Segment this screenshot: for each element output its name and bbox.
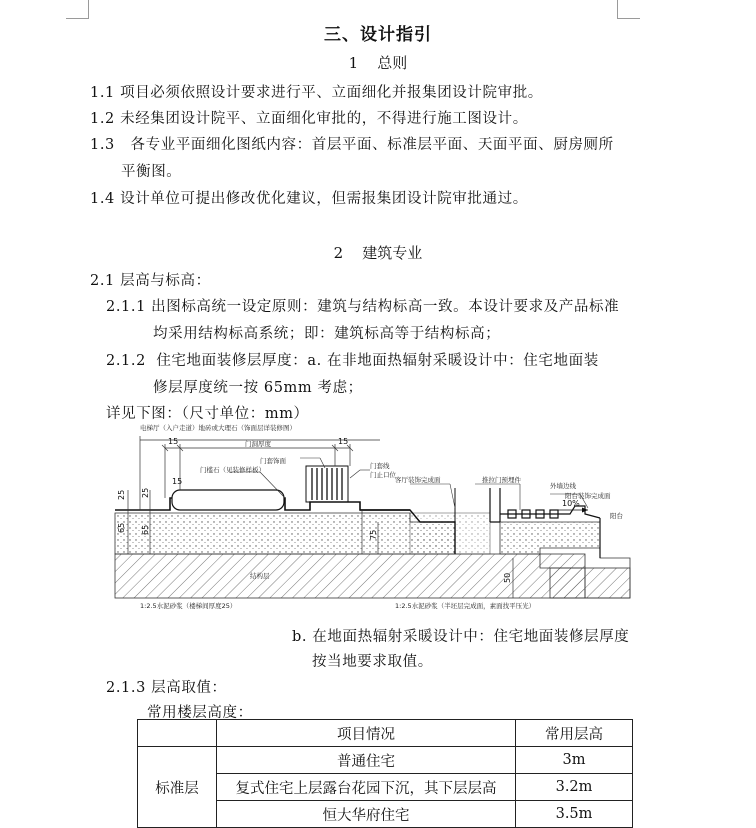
item-text: 出图标高统一设定原则：建筑与结构标高一致。本设计要求及产品标准 (151, 299, 620, 315)
dim-label: 25 (141, 487, 150, 498)
mortar-layer-right (500, 522, 600, 554)
label-slide-rail: 推拉门预埋件 (482, 476, 521, 484)
label-balcony-floor: 阳台装饰完成面 (565, 492, 611, 500)
label-threshold: 门槛石（见装修样板） (200, 466, 265, 474)
table-header-cell: 常用层高 (516, 720, 633, 747)
item-1-3-continued: 平衡图。 (121, 164, 182, 180)
threshold-stone (172, 490, 284, 510)
item-text: 项目必须依照设计要求进行平、立面细化并报集团设计院审批。 (120, 85, 543, 101)
table-group-cell: 标准层 (138, 747, 217, 828)
item-number: 2.1.2 (106, 353, 146, 369)
item-text: 住宅地面装修层厚度：a. 在非地面热辐射采暖设计中：住宅地面装 (156, 353, 599, 369)
item-number: 1.2 (90, 111, 115, 127)
label-mortar-right: 1:2.5水泥砂浆（半坯层完成面，素面找平压光） (395, 602, 536, 610)
dim-label: 25 (117, 489, 126, 500)
item-2-1 (90, 269, 211, 290)
label-structure: 结构层 (250, 572, 270, 580)
item-2-1-2-continued: 修层厚度统一按 65mm 考虑； (153, 380, 363, 396)
item-text: 未经集团设计院平、立面细化审批的，不得进行施工图设计。 (120, 111, 528, 127)
label-door-line: 门套线 (370, 462, 390, 470)
item-number: 2.1.1 (106, 299, 146, 315)
label-living-floor: 客厅装饰完成面 (395, 476, 441, 484)
section-heading-1 (0, 52, 756, 73)
see-below-note: 详见下图：（尺寸单位：mm） (106, 406, 309, 422)
common-heights-label: 常用楼层高度： (147, 705, 253, 721)
item-1-4 (90, 187, 528, 208)
floor-height-table (137, 719, 633, 828)
item-b-text: b. 在地面热辐射采暖设计中：住宅地面装修层厚度 (292, 629, 630, 645)
table-row (138, 747, 633, 774)
dim-label: 50 (503, 572, 512, 583)
balcony-slab (550, 568, 630, 598)
item-number: 1.1 (90, 85, 115, 101)
table-header-cell (138, 720, 217, 747)
item-text: 设计单位可提出修改优化建议，但需报集团设计院审批通过。 (120, 191, 528, 207)
dim-label: 15 (168, 437, 179, 446)
label-exterior-wall: 外墙边线 (550, 482, 576, 490)
item-b-continued: 按当地要求取值。 (312, 654, 433, 670)
label-balcony: 阳台 (610, 512, 623, 520)
item-number: 1.4 (90, 191, 115, 207)
table-cell: 3.5m (516, 801, 633, 828)
label-slope: 10% (562, 499, 580, 508)
item-2-1-1 (106, 295, 619, 316)
table-cell: 复式住宅上层露台花园下沉，其下层层高 (217, 774, 516, 801)
section-title: 总则 (377, 54, 408, 72)
table-cell: 普通住宅 (217, 747, 516, 774)
floor-section-drawing (110, 418, 640, 618)
item-1-2 (90, 107, 528, 128)
item-1-1 (90, 81, 543, 102)
dim-label: 65 (141, 524, 150, 535)
table-cell: 恒大华府住宅 (217, 801, 516, 828)
item-number: 1.3 (90, 137, 115, 153)
item-number: 2.1.3 (106, 680, 146, 696)
table-header-row (138, 720, 633, 747)
section-number: 1 (348, 54, 359, 72)
section-title: 建筑专业 (362, 244, 423, 262)
item-text: 各专业平面细化图纸内容：首层平面、标准层平面、天面平面、厨房厕所 (130, 137, 614, 153)
margin-corner-mark (617, 0, 640, 19)
table-header-cell: 项目情况 (217, 720, 516, 747)
item-2-1-1-continued: 均采用结构标高系统；即：建筑标高等于结构标高； (153, 326, 501, 342)
item-1-3 (90, 133, 614, 154)
item-text: 层高取值： (151, 680, 227, 696)
label-door-cover: 门套饰面 (260, 457, 286, 465)
label-door-stop: 门止口位 (370, 471, 396, 479)
item-2-1-2 (106, 349, 599, 370)
table-cell: 3m (516, 747, 633, 774)
page-title: 三、设计指引 (324, 25, 432, 45)
mortar-layer-left (115, 513, 455, 554)
item-text: 层高与标高： (120, 273, 211, 289)
section-heading-2 (0, 242, 756, 263)
margin-corner-mark (66, 0, 89, 19)
item-2-1-3 (106, 676, 227, 697)
label-mortar-left: 1:2.5水泥砂浆（楼梯间厚度25） (140, 602, 237, 610)
dim-label: 65 (117, 522, 126, 533)
dim-label: 15 (338, 437, 349, 446)
table-cell: 3.2m (516, 774, 633, 801)
item-number: 2.1 (90, 273, 115, 289)
dim-label: 75 (369, 529, 378, 540)
label-top-left: 电梯厅（入户走道）地砖或大理石（饰面层详装修图） (140, 424, 296, 432)
structural-slab (115, 554, 585, 598)
dim-label: 15 (172, 477, 183, 486)
section-number: 2 (333, 244, 344, 262)
label-door-width: 门洞厚度 (245, 440, 271, 448)
